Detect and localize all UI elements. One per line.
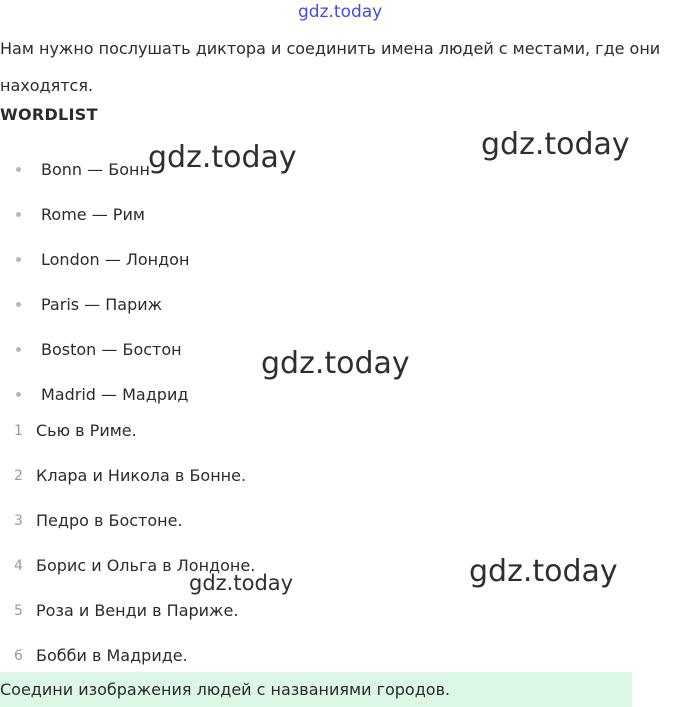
bullet-icon (16, 302, 21, 307)
wordlist-item (0, 237, 189, 282)
task-item (0, 455, 255, 500)
wordlist-item-text: Boston — Бостон (41, 340, 182, 359)
wordlist-item-text: Bonn — Бонн (41, 160, 150, 179)
task-number: 2 (14, 468, 23, 484)
bullet-icon (16, 257, 21, 262)
task-text: Сью в Риме. (36, 421, 137, 440)
task-text: Клара и Никола в Бонне. (36, 466, 247, 485)
task-number: 6 (14, 648, 23, 664)
wordlist-item (0, 192, 189, 237)
wordlist-item (0, 327, 189, 372)
task-number: 1 (14, 423, 23, 439)
watermark: gdz.today (148, 140, 297, 175)
task-text: Роза и Венди в Париже. (36, 601, 239, 620)
bullet-icon (16, 392, 21, 397)
task-list (0, 410, 255, 680)
task-item (0, 410, 255, 455)
wordlist-item-text: London — Лондон (41, 250, 190, 269)
bullet-icon (16, 167, 21, 172)
watermark: gdz.today (261, 346, 410, 381)
task-text: Бобби в Мадриде. (36, 646, 188, 665)
instruction-banner-text: Соедини изображения людей с названиями городов. (0, 680, 451, 699)
task-number: 4 (14, 558, 23, 574)
intro-text: Нам нужно послушать диктора и соединить имена людей с местами, где они находятся. (0, 39, 661, 95)
task-item (0, 590, 255, 635)
task-number: 3 (14, 513, 23, 529)
task-text: Борис и Ольга в Лондоне. (36, 556, 256, 575)
bullet-icon (16, 347, 21, 352)
watermark: gdz.today (469, 554, 618, 589)
watermark: gdz.today (481, 127, 630, 162)
wordlist-item-text: Paris — Париж (41, 295, 163, 314)
wordlist-heading: WORDLIST (0, 105, 98, 124)
task-number: 5 (14, 603, 23, 619)
watermark: gdz.today (189, 571, 294, 595)
wordlist-item-text: Madrid — Мадрид (41, 385, 189, 404)
wordlist-item-text: Rome — Рим (41, 205, 145, 224)
wordlist (0, 147, 189, 417)
watermark-top: gdz.today (298, 2, 383, 22)
wordlist-item (0, 282, 189, 327)
task-text: Педро в Бостоне. (36, 511, 183, 530)
instruction-banner (0, 672, 632, 707)
task-item (0, 500, 255, 545)
bullet-icon (16, 212, 21, 217)
